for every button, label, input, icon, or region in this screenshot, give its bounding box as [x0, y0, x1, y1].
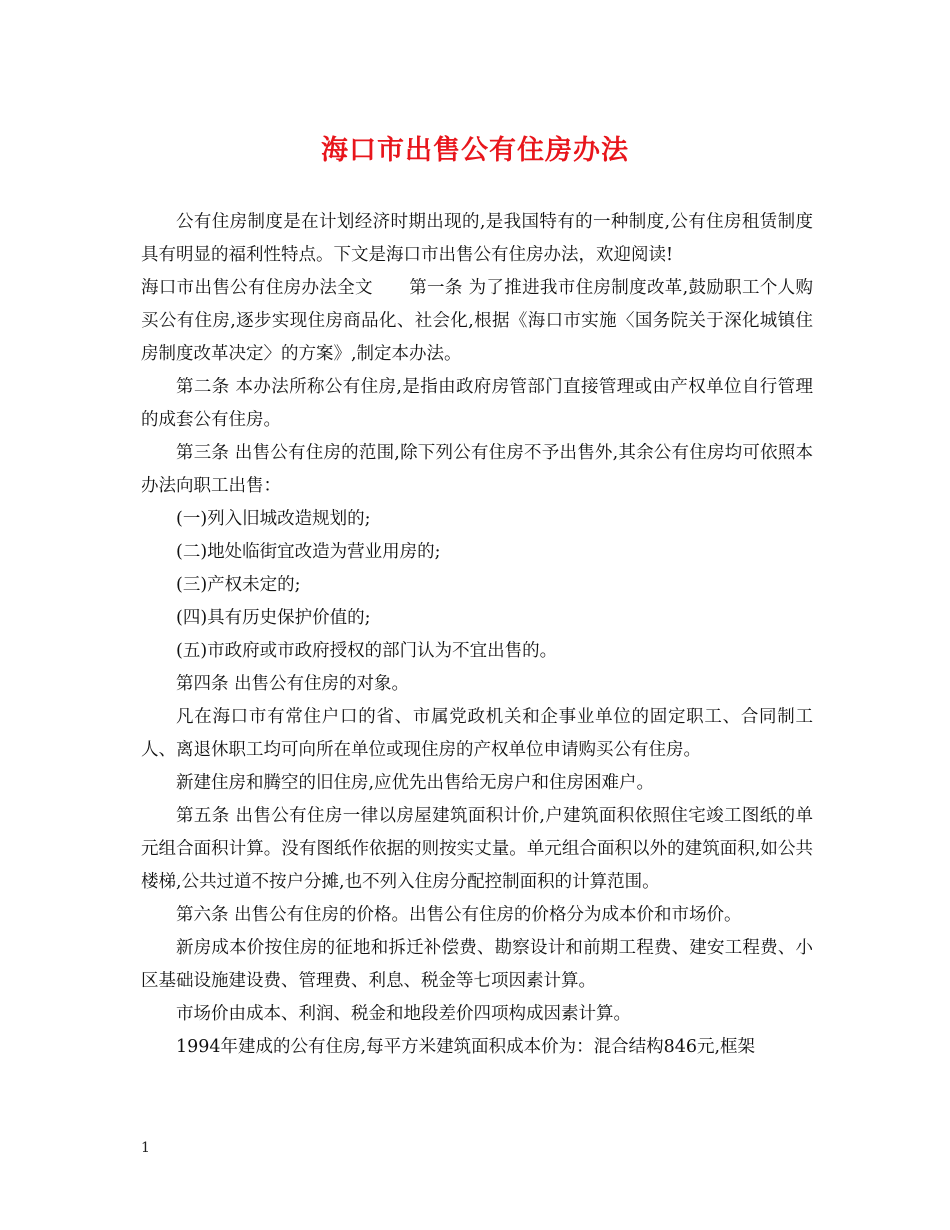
article-2: 第二条 本办法所称公有住房,是指由政府房管部门直接管理或由产权单位自行管理的成套公有住房。 [141, 377, 813, 430]
article-6-paragraph-3: 1994年建成的公有住房,每平方米建筑面积成本价为：混合结构846元,框架 [176, 1037, 756, 1057]
page-number: 1 [141, 1140, 150, 1156]
list-item-4: (四)具有历史保护价值的; [176, 608, 371, 628]
article-4: 第四条 出售公有住房的对象。 [176, 674, 410, 694]
list-item-1: (一)列入旧城改造规划的; [176, 509, 371, 529]
list-item-3: (三)产权未定的; [176, 575, 301, 595]
list-item-2: (二)地处临街宜改造为营业用房的; [176, 542, 441, 562]
article-5: 第五条 出售公有住房一律以房屋建筑面积计价,户建筑面积依照住宅竣工图纸的单元组合面积计算。没有图纸作依据的则按实丈量。单元组合面积以外的建筑面积,如公共楼梯,公共过道不按户分摊,也不列入住房分配控制面积的计算范围。 [141, 806, 813, 892]
fulltext-heading: 海口市出售公有住房办法全文 [141, 278, 373, 298]
article-6-paragraph-2: 市场价由成本、利润、税金和地段差价四项构成因素计算。 [176, 1004, 631, 1024]
article-4-paragraph-2: 新建住房和腾空的旧住房,应优先出售给无房户和住房困难户。 [176, 773, 655, 793]
article-1: 第一条 为了推进我市住房制度改革,鼓励职工个人购买公有住房,逐步实现住房商品化、社会化,根据《海口市实施〈国务院关于深化城镇住房制度改革决定〉的方案》,制定本办法。 [141, 278, 814, 364]
intro-paragraph: 公有住房制度是在计划经济时期出现的,是我国特有的一种制度,公有住房租赁制度具有明显的福利性特点。下文是海口市出售公有住房办法，欢迎阅读! [141, 212, 813, 265]
document-body [141, 206, 813, 1064]
fulltext-paragraph [141, 272, 813, 371]
list-item-5: (五)市政府或市政府授权的部门认为不宜出售的。 [176, 641, 558, 661]
article-6-paragraph-1: 新房成本价按住房的征地和拆迁补偿费、勘察设计和前期工程费、建安工程费、小区基础设施建设费、管理费、利息、税金等七项因素计算。 [141, 938, 813, 991]
article-4-paragraph-1: 凡在海口市有常住户口的省、市属党政机关和企事业单位的固定职工、合同制工人、离退休职工均可向所在单位或现住房的产权单位申请购买公有住房。 [141, 707, 813, 760]
article-3: 第三条 出售公有住房的范围,除下列公有住房不予出售外,其余公有住房均可依照本办法向职工出售： [141, 443, 813, 496]
document-title: 海口市出售公有住房办法 [321, 135, 629, 166]
article-6: 第六条 出售公有住房的价格。出售公有住房的价格分为成本价和市场价。 [176, 905, 742, 925]
